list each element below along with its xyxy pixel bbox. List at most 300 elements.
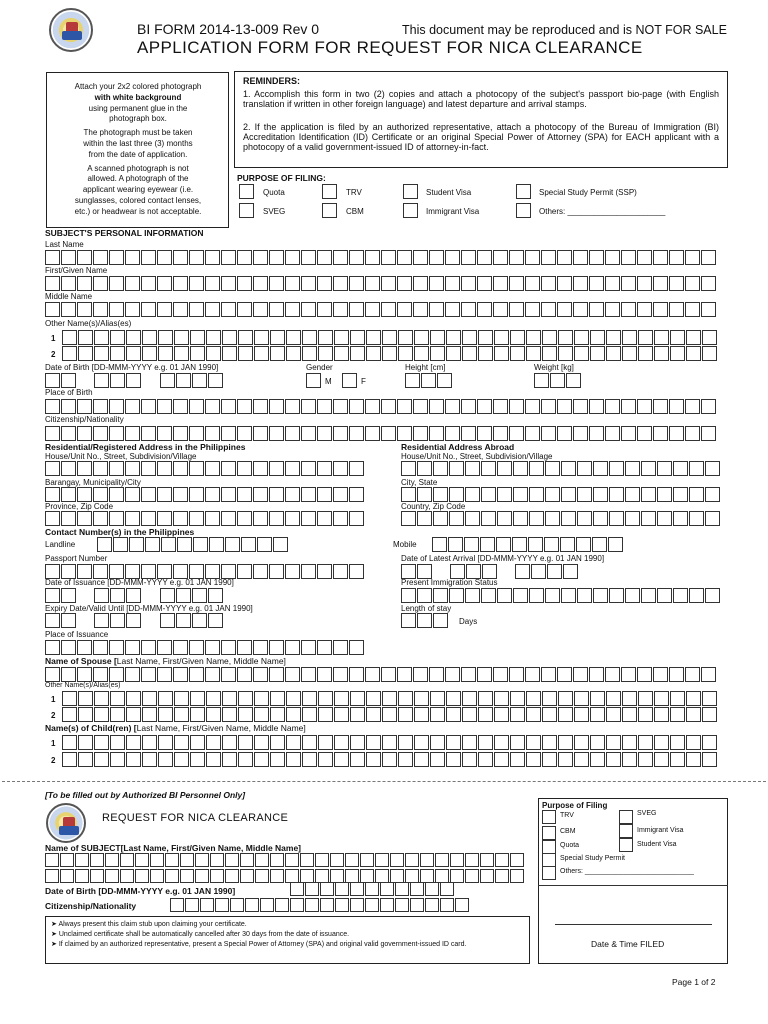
input-cell[interactable] (157, 487, 172, 502)
input-cell[interactable] (477, 302, 492, 317)
input-cell[interactable] (609, 487, 624, 502)
stub-subject-field-1[interactable] (45, 853, 524, 867)
input-cell[interactable] (350, 330, 365, 345)
input-cell[interactable] (574, 691, 589, 706)
input-cell[interactable] (110, 707, 125, 722)
input-cell[interactable] (305, 882, 319, 896)
input-cell[interactable] (141, 302, 156, 317)
input-cell[interactable] (689, 461, 704, 476)
input-cell[interactable] (285, 426, 300, 441)
input-cell[interactable] (302, 691, 317, 706)
input-cell[interactable] (240, 869, 254, 883)
input-cell[interactable] (158, 346, 173, 361)
input-cell[interactable] (705, 461, 720, 476)
input-cell[interactable] (141, 487, 156, 502)
input-cell[interactable] (494, 735, 509, 750)
input-cell[interactable] (254, 346, 269, 361)
input-cell[interactable] (526, 330, 541, 345)
input-cell[interactable] (414, 707, 429, 722)
input-cell[interactable] (301, 250, 316, 265)
input-cell[interactable] (109, 640, 124, 655)
input-cell[interactable] (350, 735, 365, 750)
input-cell[interactable] (673, 511, 688, 526)
input-cell[interactable] (669, 250, 684, 265)
input-cell[interactable] (606, 707, 621, 722)
input-cell[interactable] (222, 691, 237, 706)
input-cell[interactable] (541, 302, 556, 317)
input-cell[interactable] (606, 691, 621, 706)
student-visa-checkbox[interactable] (403, 184, 418, 199)
input-cell[interactable] (425, 882, 439, 896)
input-cell[interactable] (94, 752, 109, 767)
input-cell[interactable] (285, 276, 300, 291)
input-cell[interactable] (205, 426, 220, 441)
input-cell[interactable] (189, 399, 204, 414)
input-cell[interactable] (637, 250, 652, 265)
input-cell[interactable] (478, 752, 493, 767)
input-cell[interactable] (333, 511, 348, 526)
input-cell[interactable] (318, 330, 333, 345)
input-cell[interactable] (110, 735, 125, 750)
input-cell[interactable] (465, 511, 480, 526)
input-cell[interactable] (421, 373, 436, 388)
input-cell[interactable] (481, 461, 496, 476)
input-cell[interactable] (173, 487, 188, 502)
input-cell[interactable] (158, 330, 173, 345)
input-cell[interactable] (382, 346, 397, 361)
input-cell[interactable] (689, 487, 704, 502)
input-cell[interactable] (573, 399, 588, 414)
input-cell[interactable] (589, 667, 604, 682)
input-cell[interactable] (45, 461, 60, 476)
input-cell[interactable] (686, 707, 701, 722)
input-cell[interactable] (125, 399, 140, 414)
input-cell[interactable] (145, 537, 160, 552)
input-cell[interactable] (429, 667, 444, 682)
input-cell[interactable] (573, 250, 588, 265)
input-cell[interactable] (285, 302, 300, 317)
input-cell[interactable] (61, 373, 76, 388)
input-cell[interactable] (541, 667, 556, 682)
stub-immigrant-checkbox[interactable] (619, 824, 633, 838)
input-cell[interactable] (126, 752, 141, 767)
input-cell[interactable] (641, 588, 656, 603)
input-cell[interactable] (673, 487, 688, 502)
input-cell[interactable] (414, 735, 429, 750)
input-cell[interactable] (449, 487, 464, 502)
input-cell[interactable] (455, 898, 469, 912)
input-cell[interactable] (673, 461, 688, 476)
input-cell[interactable] (78, 707, 93, 722)
input-cell[interactable] (317, 667, 332, 682)
input-cell[interactable] (301, 640, 316, 655)
input-cell[interactable] (126, 707, 141, 722)
input-cell[interactable] (701, 667, 716, 682)
input-cell[interactable] (478, 346, 493, 361)
input-cell[interactable] (300, 869, 314, 883)
input-cell[interactable] (269, 667, 284, 682)
input-cell[interactable] (160, 613, 175, 628)
input-cell[interactable] (510, 346, 525, 361)
input-cell[interactable] (270, 707, 285, 722)
input-cell[interactable] (45, 276, 60, 291)
input-cell[interactable] (45, 487, 60, 502)
input-cell[interactable] (390, 853, 404, 867)
input-cell[interactable] (382, 330, 397, 345)
input-cell[interactable] (526, 346, 541, 361)
input-cell[interactable] (333, 426, 348, 441)
expiry-day-field[interactable] (45, 613, 76, 628)
input-cell[interactable] (333, 302, 348, 317)
input-cell[interactable] (335, 882, 349, 896)
input-cell[interactable] (461, 399, 476, 414)
input-cell[interactable] (210, 869, 224, 883)
input-cell[interactable] (349, 302, 364, 317)
input-cell[interactable] (398, 735, 413, 750)
input-cell[interactable] (430, 346, 445, 361)
input-cell[interactable] (78, 735, 93, 750)
input-cell[interactable] (240, 853, 254, 867)
input-cell[interactable] (301, 564, 316, 579)
input-cell[interactable] (365, 302, 380, 317)
input-cell[interactable] (330, 869, 344, 883)
input-cell[interactable] (253, 399, 268, 414)
input-cell[interactable] (141, 564, 156, 579)
input-cell[interactable] (481, 487, 496, 502)
input-cell[interactable] (195, 853, 209, 867)
input-cell[interactable] (609, 511, 624, 526)
input-cell[interactable] (574, 330, 589, 345)
input-cell[interactable] (435, 869, 449, 883)
input-cell[interactable] (157, 399, 172, 414)
input-cell[interactable] (449, 588, 464, 603)
input-cell[interactable] (622, 330, 637, 345)
input-cell[interactable] (526, 752, 541, 767)
other-name-2-field[interactable] (62, 346, 717, 361)
input-cell[interactable] (605, 250, 620, 265)
input-cell[interactable] (417, 461, 432, 476)
input-cell[interactable] (701, 276, 716, 291)
input-cell[interactable] (413, 250, 428, 265)
input-cell[interactable] (301, 426, 316, 441)
input-cell[interactable] (285, 869, 299, 883)
input-cell[interactable] (477, 399, 492, 414)
immigrant-visa-checkbox[interactable] (403, 203, 418, 218)
weight-field[interactable] (534, 373, 581, 388)
input-cell[interactable] (174, 346, 189, 361)
input-cell[interactable] (254, 752, 269, 767)
input-cell[interactable] (285, 564, 300, 579)
input-cell[interactable] (253, 640, 268, 655)
input-cell[interactable] (461, 426, 476, 441)
input-cell[interactable] (142, 735, 157, 750)
input-cell[interactable] (157, 250, 172, 265)
input-cell[interactable] (405, 869, 419, 883)
input-cell[interactable] (135, 853, 149, 867)
input-cell[interactable] (109, 276, 124, 291)
input-cell[interactable] (269, 511, 284, 526)
input-cell[interactable] (450, 564, 465, 579)
input-cell[interactable] (433, 613, 448, 628)
input-cell[interactable] (269, 276, 284, 291)
input-cell[interactable] (653, 426, 668, 441)
input-cell[interactable] (301, 461, 316, 476)
input-cell[interactable] (269, 426, 284, 441)
input-cell[interactable] (541, 426, 556, 441)
cbm-checkbox[interactable] (322, 203, 337, 218)
input-cell[interactable] (205, 276, 220, 291)
input-cell[interactable] (573, 302, 588, 317)
input-cell[interactable] (545, 511, 560, 526)
trv-checkbox[interactable] (322, 184, 337, 199)
status-field[interactable] (401, 588, 720, 603)
input-cell[interactable] (413, 399, 428, 414)
input-cell[interactable] (320, 898, 334, 912)
input-cell[interactable] (621, 426, 636, 441)
dob-month-field[interactable] (94, 373, 141, 388)
input-cell[interactable] (333, 461, 348, 476)
input-cell[interactable] (430, 735, 445, 750)
input-cell[interactable] (334, 707, 349, 722)
input-cell[interactable] (110, 346, 125, 361)
input-cell[interactable] (315, 869, 329, 883)
input-cell[interactable] (493, 250, 508, 265)
input-cell[interactable] (333, 667, 348, 682)
input-cell[interactable] (558, 346, 573, 361)
input-cell[interactable] (286, 735, 301, 750)
input-cell[interactable] (366, 330, 381, 345)
input-cell[interactable] (465, 487, 480, 502)
input-cell[interactable] (590, 707, 605, 722)
input-cell[interactable] (493, 426, 508, 441)
input-cell[interactable] (45, 853, 59, 867)
input-cell[interactable] (161, 537, 176, 552)
input-cell[interactable] (622, 735, 637, 750)
input-cell[interactable] (333, 250, 348, 265)
input-cell[interactable] (221, 276, 236, 291)
input-cell[interactable] (45, 564, 60, 579)
input-cell[interactable] (542, 735, 557, 750)
input-cell[interactable] (253, 487, 268, 502)
input-cell[interactable] (529, 588, 544, 603)
input-cell[interactable] (417, 511, 432, 526)
input-cell[interactable] (205, 667, 220, 682)
input-cell[interactable] (461, 250, 476, 265)
input-cell[interactable] (192, 373, 207, 388)
input-cell[interactable] (637, 667, 652, 682)
input-cell[interactable] (318, 752, 333, 767)
input-cell[interactable] (413, 276, 428, 291)
input-cell[interactable] (413, 302, 428, 317)
input-cell[interactable] (253, 461, 268, 476)
input-cell[interactable] (380, 882, 394, 896)
input-cell[interactable] (622, 707, 637, 722)
input-cell[interactable] (609, 461, 624, 476)
input-cell[interactable] (493, 399, 508, 414)
input-cell[interactable] (120, 853, 134, 867)
input-cell[interactable] (109, 564, 124, 579)
input-cell[interactable] (429, 399, 444, 414)
input-cell[interactable] (606, 752, 621, 767)
input-cell[interactable] (45, 588, 60, 603)
input-cell[interactable] (545, 487, 560, 502)
input-cell[interactable] (669, 302, 684, 317)
input-cell[interactable] (253, 250, 268, 265)
input-cell[interactable] (478, 691, 493, 706)
input-cell[interactable] (654, 330, 669, 345)
input-cell[interactable] (221, 399, 236, 414)
spouse-alias-2-field[interactable] (62, 707, 717, 722)
input-cell[interactable] (669, 276, 684, 291)
input-cell[interactable] (637, 276, 652, 291)
input-cell[interactable] (589, 250, 604, 265)
input-cell[interactable] (318, 346, 333, 361)
input-cell[interactable] (382, 691, 397, 706)
input-cell[interactable] (686, 752, 701, 767)
input-cell[interactable] (465, 588, 480, 603)
stub-ssp-checkbox[interactable] (542, 853, 556, 867)
input-cell[interactable] (641, 487, 656, 502)
input-cell[interactable] (638, 707, 653, 722)
input-cell[interactable] (574, 707, 589, 722)
input-cell[interactable] (237, 640, 252, 655)
input-cell[interactable] (238, 330, 253, 345)
input-cell[interactable] (558, 735, 573, 750)
input-cell[interactable] (493, 667, 508, 682)
input-cell[interactable] (590, 346, 605, 361)
input-cell[interactable] (237, 399, 252, 414)
input-cell[interactable] (141, 461, 156, 476)
input-cell[interactable] (189, 511, 204, 526)
input-cell[interactable] (237, 461, 252, 476)
input-cell[interactable] (366, 691, 381, 706)
input-cell[interactable] (531, 564, 546, 579)
input-cell[interactable] (180, 853, 194, 867)
input-cell[interactable] (450, 869, 464, 883)
input-cell[interactable] (510, 707, 525, 722)
input-cell[interactable] (269, 640, 284, 655)
input-cell[interactable] (157, 461, 172, 476)
input-cell[interactable] (465, 461, 480, 476)
input-cell[interactable] (45, 426, 60, 441)
input-cell[interactable] (401, 613, 416, 628)
input-cell[interactable] (173, 640, 188, 655)
input-cell[interactable] (206, 707, 221, 722)
input-cell[interactable] (286, 346, 301, 361)
input-cell[interactable] (560, 537, 575, 552)
input-cell[interactable] (557, 399, 572, 414)
input-cell[interactable] (525, 302, 540, 317)
input-cell[interactable] (526, 707, 541, 722)
input-cell[interactable] (62, 346, 77, 361)
input-cell[interactable] (525, 276, 540, 291)
input-cell[interactable] (414, 752, 429, 767)
input-cell[interactable] (190, 330, 205, 345)
input-cell[interactable] (446, 752, 461, 767)
input-cell[interactable] (110, 691, 125, 706)
expiry-month-field[interactable] (94, 613, 141, 628)
input-cell[interactable] (350, 707, 365, 722)
arrival-year-field[interactable] (515, 564, 578, 579)
input-cell[interactable] (285, 399, 300, 414)
input-cell[interactable] (109, 487, 124, 502)
input-cell[interactable] (366, 707, 381, 722)
input-cell[interactable] (589, 426, 604, 441)
input-cell[interactable] (445, 302, 460, 317)
input-cell[interactable] (205, 399, 220, 414)
input-cell[interactable] (542, 330, 557, 345)
input-cell[interactable] (557, 426, 572, 441)
input-cell[interactable] (334, 691, 349, 706)
input-cell[interactable] (238, 735, 253, 750)
input-cell[interactable] (625, 461, 640, 476)
input-cell[interactable] (398, 752, 413, 767)
input-cell[interactable] (176, 373, 191, 388)
input-cell[interactable] (62, 707, 77, 722)
input-cell[interactable] (160, 373, 175, 388)
input-cell[interactable] (445, 399, 460, 414)
input-cell[interactable] (349, 640, 364, 655)
input-cell[interactable] (509, 667, 524, 682)
input-cell[interactable] (189, 461, 204, 476)
input-cell[interactable] (397, 426, 412, 441)
input-cell[interactable] (574, 346, 589, 361)
input-cell[interactable] (190, 707, 205, 722)
input-cell[interactable] (301, 399, 316, 414)
input-cell[interactable] (510, 869, 524, 883)
input-cell[interactable] (192, 613, 207, 628)
input-cell[interactable] (333, 640, 348, 655)
input-cell[interactable] (78, 346, 93, 361)
input-cell[interactable] (497, 511, 512, 526)
input-cell[interactable] (174, 735, 189, 750)
input-cell[interactable] (349, 667, 364, 682)
input-cell[interactable] (222, 346, 237, 361)
abroad-house-field[interactable] (401, 461, 720, 476)
input-cell[interactable] (641, 511, 656, 526)
country-field[interactable] (401, 511, 720, 526)
input-cell[interactable] (253, 667, 268, 682)
input-cell[interactable] (417, 564, 432, 579)
input-cell[interactable] (126, 691, 141, 706)
input-cell[interactable] (462, 691, 477, 706)
input-cell[interactable] (126, 330, 141, 345)
input-cell[interactable] (495, 869, 509, 883)
input-cell[interactable] (593, 511, 608, 526)
input-cell[interactable] (494, 707, 509, 722)
input-cell[interactable] (135, 869, 149, 883)
input-cell[interactable] (429, 276, 444, 291)
input-cell[interactable] (334, 330, 349, 345)
input-cell[interactable] (686, 691, 701, 706)
input-cell[interactable] (654, 752, 669, 767)
input-cell[interactable] (689, 588, 704, 603)
dob-day-field[interactable] (45, 373, 76, 388)
input-cell[interactable] (165, 869, 179, 883)
input-cell[interactable] (260, 898, 274, 912)
input-cell[interactable] (173, 564, 188, 579)
stub-trv-checkbox[interactable] (542, 810, 556, 824)
input-cell[interactable] (350, 752, 365, 767)
input-cell[interactable] (222, 330, 237, 345)
height-field[interactable] (405, 373, 452, 388)
input-cell[interactable] (462, 330, 477, 345)
input-cell[interactable] (657, 461, 672, 476)
input-cell[interactable] (150, 853, 164, 867)
input-cell[interactable] (253, 511, 268, 526)
input-cell[interactable] (253, 564, 268, 579)
input-cell[interactable] (701, 399, 716, 414)
